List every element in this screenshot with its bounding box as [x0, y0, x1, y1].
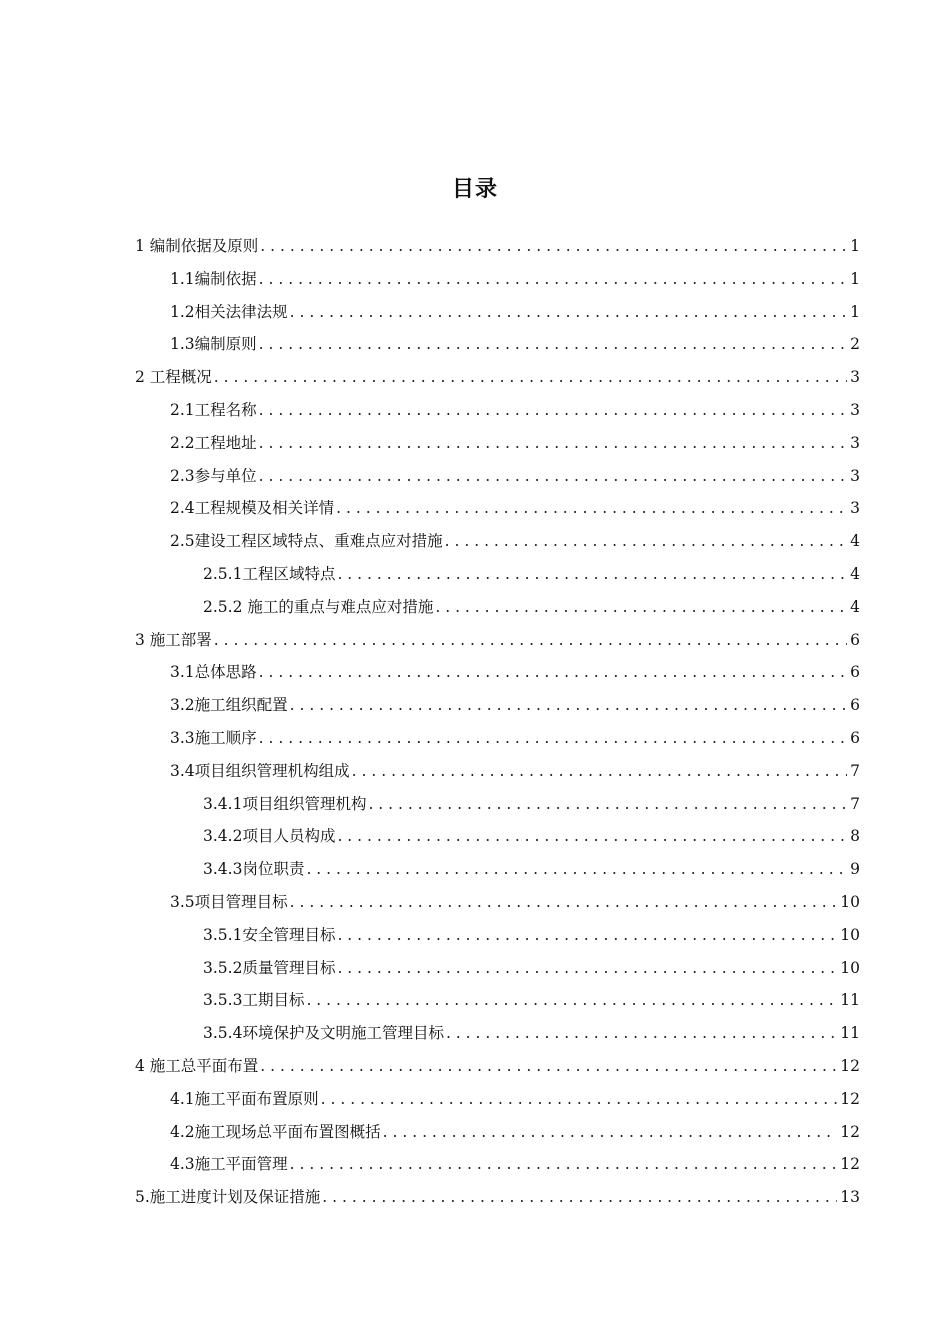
toc-entry-label: 1 编制依据及原则 — [135, 237, 259, 255]
toc-dot-leader — [290, 689, 847, 722]
toc-entry-page-number: 6 — [850, 696, 860, 715]
toc-dot-leader — [259, 722, 847, 755]
toc-entry-page-number: 12 — [840, 1155, 860, 1174]
toc-entry-label: 3.5项目管理目标 — [170, 893, 288, 911]
toc-dot-leader — [321, 1083, 838, 1116]
toc-entry-label: 3.2施工组织配置 — [170, 696, 288, 715]
toc-entry-page-number: 12 — [840, 1122, 860, 1141]
toc-entry-label: 2.5.1工程区域特点 — [203, 565, 336, 583]
toc-entry-page-number: 3 — [850, 433, 860, 452]
toc-entry-page-number: 11 — [840, 1024, 860, 1043]
toc-dot-leader — [445, 525, 847, 558]
toc-entry-label: 3.4.3岗位职责 — [203, 860, 305, 879]
toc-entry[interactable] — [170, 394, 860, 427]
toc-dot-leader — [260, 1050, 837, 1083]
toc-entry[interactable] — [203, 591, 860, 624]
toc-entry[interactable] — [135, 361, 860, 394]
toc-entry-page-number: 11 — [840, 991, 860, 1010]
toc-entry-label: 3.4.1项目组织管理机构 — [203, 794, 367, 813]
toc-entry-label: 4.2施工现场总平面布置图概括 — [170, 1122, 381, 1141]
toc-entry-label: 1.3编制原则 — [170, 335, 257, 354]
toc-entry[interactable] — [203, 952, 860, 985]
toc-dot-leader — [214, 624, 847, 657]
toc-entry[interactable] — [170, 689, 860, 722]
toc-dot-leader — [290, 1148, 838, 1181]
toc-dot-leader — [260, 230, 847, 263]
toc-entry-label: 2.3参与单位 — [170, 466, 257, 485]
toc-entry-label: 1.2相关法律法规 — [170, 302, 288, 321]
toc-entry-page-number: 7 — [850, 794, 860, 813]
toc-entry[interactable] — [170, 722, 860, 755]
toc-entry-label: 3 施工部署 — [135, 630, 212, 649]
toc-entry-label: 2.5建设工程区域特点、重难点应对措施 — [170, 532, 443, 551]
toc-entry[interactable] — [170, 525, 860, 558]
toc-entry-page-number: 3 — [850, 499, 860, 518]
toc-entry-label: 3.3施工顺序 — [170, 729, 257, 747]
toc-entry[interactable] — [170, 492, 860, 525]
toc-entry[interactable] — [170, 656, 860, 689]
toc-dot-leader — [435, 591, 847, 624]
toc-entry-label: 5.施工进度计划及保证措施 — [135, 1188, 321, 1207]
toc-dot-leader — [352, 755, 847, 788]
toc-entry-label: 3.1总体思路 — [170, 663, 257, 682]
toc-entry-label: 3.5.3工期目标 — [203, 991, 305, 1010]
toc-entry[interactable] — [170, 1116, 860, 1149]
toc-entry-page-number: 3 — [850, 368, 860, 387]
toc-entry-label: 2.1工程名称 — [170, 401, 257, 419]
toc-dot-leader — [290, 296, 847, 329]
toc-entry[interactable] — [170, 263, 860, 296]
toc-dot-leader — [306, 984, 837, 1017]
toc-entry-page-number: 12 — [840, 1089, 860, 1108]
toc-entry[interactable] — [135, 1181, 860, 1214]
toc-entry-label: 3.5.4环境保护及文明施工管理目标 — [203, 1024, 444, 1043]
toc-entry-page-number: 10 — [840, 958, 860, 977]
toc-entry-label: 2.2工程地址 — [170, 433, 257, 452]
toc-entry-page-number: 9 — [850, 860, 860, 879]
toc-entry[interactable] — [203, 853, 860, 886]
toc-entry[interactable] — [170, 755, 860, 788]
toc-dot-leader — [290, 886, 838, 919]
toc-entry-label: 2.4工程规模及相关详情 — [170, 499, 335, 518]
toc-entry[interactable] — [170, 328, 860, 361]
toc-entry[interactable] — [203, 788, 860, 821]
toc-entry-page-number: 10 — [840, 925, 860, 944]
toc-entry-page-number: 12 — [840, 1057, 860, 1075]
toc-entry[interactable] — [170, 1083, 860, 1116]
toc-entry-label: 4.3施工平面管理 — [170, 1155, 288, 1174]
page-title: 目录 — [451, 177, 498, 202]
toc-dot-leader — [306, 853, 847, 886]
toc-dot-leader — [383, 1116, 838, 1149]
toc-dot-leader — [322, 1181, 837, 1214]
toc-entry-page-number: 1 — [850, 302, 860, 321]
toc-entry-page-number: 2 — [850, 335, 860, 354]
toc-dot-leader — [259, 460, 847, 493]
toc-entry-label: 4 施工总平面布置 — [135, 1057, 259, 1075]
toc-dot-leader — [337, 558, 847, 591]
toc-dot-leader — [259, 656, 847, 689]
toc-entry-page-number: 6 — [850, 729, 860, 747]
toc-dot-leader — [368, 788, 847, 821]
toc-entry-label: 3.4.2项目人员构成 — [203, 827, 336, 846]
toc-dot-leader — [336, 492, 847, 525]
toc-entry[interactable] — [203, 1017, 860, 1050]
toc-dot-leader — [259, 263, 847, 296]
toc-entry[interactable] — [170, 886, 860, 919]
toc-entry-page-number: 6 — [850, 630, 860, 649]
toc-entry[interactable] — [203, 984, 860, 1017]
toc-dot-leader — [337, 919, 837, 952]
toc-dot-leader — [259, 394, 847, 427]
toc-entry-page-number: 1 — [850, 237, 860, 255]
toc-entry[interactable] — [170, 1148, 860, 1181]
toc-entry-page-number: 6 — [850, 663, 860, 682]
toc-entry-page-number: 10 — [840, 893, 860, 911]
toc-entry-page-number: 4 — [850, 565, 860, 583]
toc-entry-page-number: 4 — [850, 532, 860, 551]
toc-dot-leader — [259, 328, 847, 361]
toc-entry-page-number: 13 — [840, 1188, 860, 1207]
toc-entry-label: 4.1施工平面布置原则 — [170, 1089, 319, 1108]
toc-entry-page-number: 3 — [850, 401, 860, 419]
toc-entry[interactable] — [135, 624, 860, 657]
toc-entry[interactable] — [135, 230, 860, 263]
toc-entry-label: 3.5.1安全管理目标 — [203, 925, 336, 944]
toc-entry-page-number: 7 — [850, 761, 860, 780]
toc-entry-label: 3.5.2质量管理目标 — [203, 958, 336, 977]
toc-dot-leader — [214, 361, 847, 394]
toc-entry-label: 3.4项目组织管理机构组成 — [170, 761, 350, 780]
toc-entry[interactable] — [170, 460, 860, 493]
toc-entry[interactable] — [203, 820, 860, 853]
toc-entry[interactable] — [203, 558, 860, 591]
toc-dot-leader — [337, 952, 837, 985]
toc-entry-label: 2 工程概况 — [135, 368, 212, 387]
toc-dot-leader — [446, 1017, 837, 1050]
toc-entry[interactable] — [203, 919, 860, 952]
toc-entry-page-number: 1 — [850, 269, 860, 288]
toc-dot-leader — [259, 427, 847, 460]
toc-entry[interactable] — [170, 427, 860, 460]
toc-entry[interactable] — [135, 1050, 860, 1083]
toc-entry-page-number: 3 — [850, 466, 860, 485]
toc-entry-label: 2.5.2 施工的重点与难点应对措施 — [203, 597, 434, 616]
toc-entry[interactable] — [170, 296, 860, 329]
toc-entry-page-number: 4 — [850, 597, 860, 616]
toc-entry-label: 1.1编制依据 — [170, 269, 257, 288]
toc-entry-page-number: 8 — [850, 827, 860, 846]
toc-dot-leader — [337, 820, 847, 853]
